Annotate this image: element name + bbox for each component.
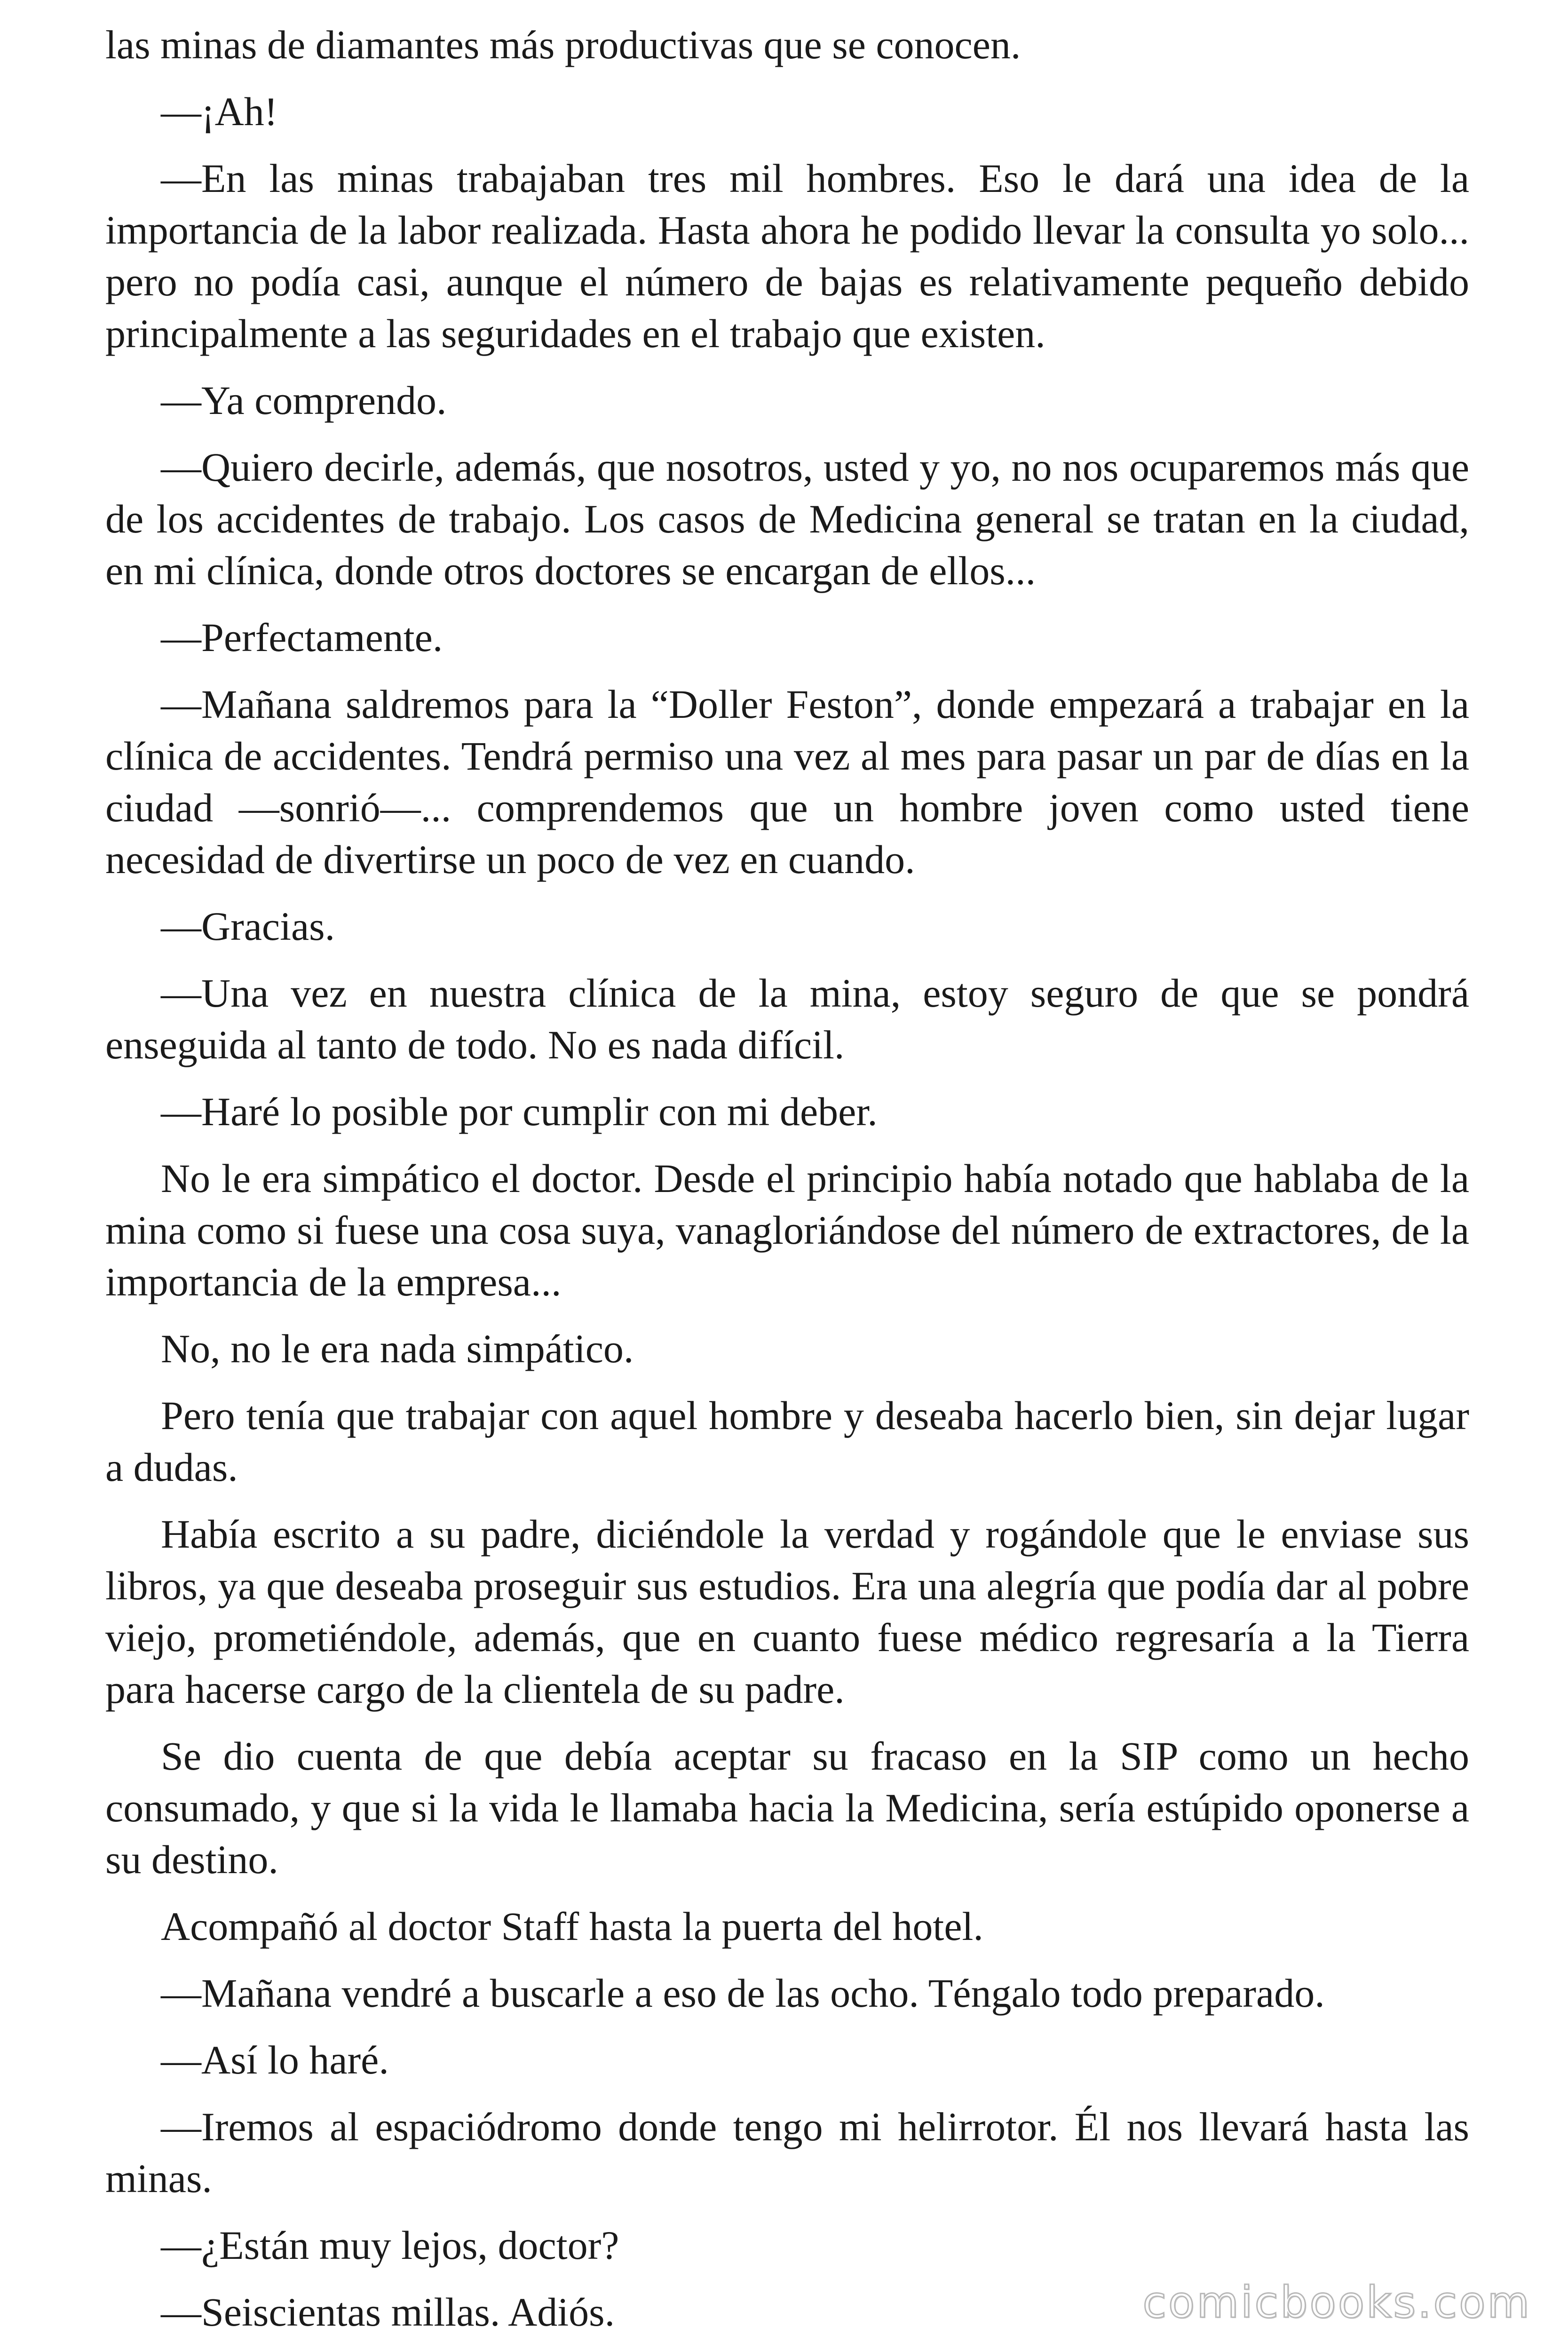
paragraph: —Perfectamente. xyxy=(161,615,443,660)
paragraph: —¡Ah! xyxy=(161,89,278,134)
paragraph: Pero tenía que trabajar con aquel hombre y deseaba hacerlo bien, sin dejar lugar a dudas. xyxy=(105,1393,1469,1490)
paragraph: Se dio cuenta de que debía aceptar su fracaso en la SIP como un hecho consumado, y que si la vida le llamaba hacia la Medicina, sería estúpido oponerse a su destino. xyxy=(105,1733,1469,1882)
paragraph: —En las minas trabajaban tres mil hombres. Eso le dará una idea de la importancia de la labor realizada. Hasta ahora he podido llevar la consulta yo solo... pero no podía casi, aunque el número de bajas es relativamente pequeño debido principalmente a las seguridades en el trabajo que existen. xyxy=(105,156,1469,356)
paragraph: —Mañana vendré a buscarle a eso de las ocho. Téngalo todo preparado. xyxy=(161,1971,1325,2016)
paragraph: —Una vez en nuestra clínica de la mina, estoy seguro de que se pondrá enseguida al tanto de todo. No es nada difícil. xyxy=(105,970,1469,1067)
paragraph: —Mañana saldremos para la “Doller Feston”, donde empezará a trabajar en la clínica de accidentes. Tendrá permiso una vez al mes para pasar un par de días en la ciudad —sonrió—... comprendemos que un hombre joven como usted tiene necesidad de divertirse un poco de vez en cuando. xyxy=(105,682,1469,882)
paragraph: No le era simpático el doctor. Desde el principio había notado que hablaba de la mina como si fuese una cosa suya, vanagloriándose del número de extractores, de la importancia de la empresa... xyxy=(105,1156,1469,1304)
paragraph: Acompañó al doctor Staff hasta la puerta del hotel. xyxy=(161,1904,983,1949)
paragraph: —Haré lo posible por cumplir con mi deber. xyxy=(161,1089,878,1134)
paragraph: —Gracias. xyxy=(161,904,335,949)
paragraph: No, no le era nada simpático. xyxy=(161,1326,634,1371)
paragraph: —Así lo haré. xyxy=(161,2037,389,2082)
paragraph: —Iremos al espaciódromo donde tengo mi helirrotor. Él nos llevará hasta las minas. xyxy=(105,2104,1469,2201)
paragraph: las minas de diamantes más productivas que se conocen. xyxy=(105,22,1021,67)
paragraph: Había escrito a su padre, diciéndole la verdad y rogándole que le enviase sus libros, ya que deseaba proseguir sus estudios. Era una alegría que podía dar al pobre viejo, prometiéndole, además, que en cuanto fuese médico regresaría a la Tierra para hacerse cargo de la clientela de su padre. xyxy=(105,1511,1469,1712)
paragraph: —Seiscientas millas. Adiós. xyxy=(161,2289,615,2335)
paragraph: —Quiero decirle, además, que nosotros, usted y yo, no nos ocuparemos más que de los accidentes de trabajo. Los casos de Medicina general se tratan en la ciudad, en mi clínica, donde otros doctores se encargan de ellos... xyxy=(105,445,1469,593)
paragraph: —Ya comprendo. xyxy=(161,378,447,423)
paragraph: —¿Están muy lejos, doctor? xyxy=(161,2223,619,2268)
watermark-logo: comicbooks.com xyxy=(1142,2277,1531,2328)
body-text xyxy=(105,19,1469,2338)
